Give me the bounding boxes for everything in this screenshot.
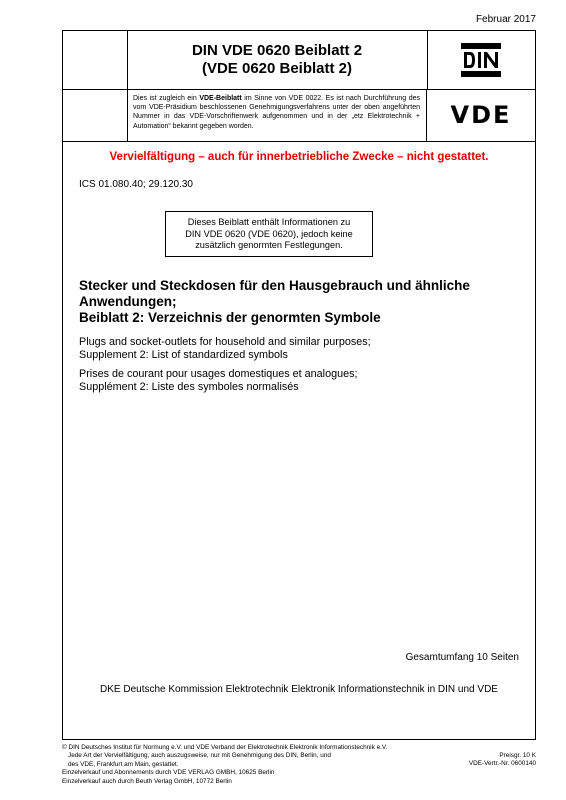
title-english bbox=[79, 336, 519, 362]
info-box-line1: Dieses Beiblatt enthält Informationen zu bbox=[187, 217, 351, 227]
footer-sales-beuth: Einzelverkauf auch durch Beuth Verlag GmbH, 10772 Berlin bbox=[62, 777, 232, 785]
title-english-line2: Supplement 2: List of standardized symbols bbox=[79, 349, 288, 361]
title-german-line1: Stecker und Steckdosen für den Hausgebrauch und ähnliche bbox=[79, 278, 470, 293]
title-german-line3: Beiblatt 2: Verzeichnis der genormten Symbole bbox=[79, 310, 381, 325]
title-english-line1: Plugs and socket-outlets for household and similar purposes; bbox=[79, 336, 371, 348]
footer-sales-vde: Einzelverkauf und Abonnements durch VDE VERLAG GMBH, 10625 Berlin bbox=[62, 769, 275, 777]
footer-copyright: © DIN Deutsches Institut für Normung e.V. und VDE Verband der Elektrotechnik Elektronik Informationstechnik e.V. bbox=[62, 744, 388, 751]
footer-reproduction: Jede Art der Vervielfältigung, auch auszugsweise, nur mit Genehmigung des DIN, Berlin, und bbox=[68, 752, 331, 760]
copy-warning: Vervielfältigung – auch für innerbetriebliche Zwecke – nicht gestattet. bbox=[109, 151, 489, 163]
vde-notice-rest: im Sinne von VDE 0022. Es ist nach Durchführung des vom VDE-Präsidium beschlossenen Genehmigungsverfahrens unter der oben angeführten Nummer in das VDE-Vorschriftenwerk aufgenommen und in der „etz Elektrotechnik + Automation“ bekannt gegeben worden. bbox=[133, 95, 420, 130]
din-logo-icon bbox=[460, 42, 502, 78]
price-group: Preisgr. 10 K bbox=[499, 752, 536, 759]
title-french-line2: Supplément 2: Liste des symboles normalisés bbox=[79, 381, 299, 393]
title-german-line2: Anwendungen; bbox=[79, 294, 177, 309]
header-notice-left-cell bbox=[63, 89, 128, 141]
title-french-line1: Prises de courant pour usages domestiques et analogues; bbox=[79, 368, 358, 380]
document-number-line1: DIN VDE 0620 Beiblatt 2 bbox=[191, 42, 363, 59]
document-number-line2: (VDE 0620 Beiblatt 2) bbox=[201, 60, 353, 77]
footer-reproduction-cont: des VDE, Frankfurt am Main, gestattet. bbox=[68, 760, 179, 768]
info-box-line2: DIN VDE 0620 (VDE 0620), jedoch keine bbox=[185, 228, 353, 239]
header-left-cell bbox=[63, 31, 128, 89]
footer-price-block bbox=[469, 744, 536, 769]
title-german bbox=[79, 278, 519, 326]
vde-notice-prefix: Dies ist zugleich ein bbox=[133, 95, 200, 102]
vde-order-number: VDE-Vertr.-Nr. 0600140 bbox=[468, 760, 536, 768]
header-row-title bbox=[63, 31, 535, 90]
document-number bbox=[127, 31, 428, 89]
footer bbox=[62, 744, 536, 786]
dke-line: DKE Deutsche Kommission Elektrotechnik Elektronik Informationstechnik in DIN und VDE bbox=[100, 684, 498, 695]
cover-frame bbox=[62, 30, 536, 740]
vde-logo-cell bbox=[427, 89, 535, 141]
ics-codes: ICS 01.080.40; 29.120.30 bbox=[79, 179, 193, 190]
title-french bbox=[79, 368, 519, 394]
header-row-notice bbox=[63, 89, 535, 142]
info-box-line3: zusätzlich genormten Festlegungen. bbox=[195, 240, 343, 250]
vde-logo: VDE bbox=[450, 101, 512, 129]
issue-date: Februar 2017 bbox=[475, 14, 536, 25]
din-logo bbox=[427, 31, 535, 89]
total-pages: Gesamtumfang 10 Seiten bbox=[405, 652, 519, 663]
info-box bbox=[165, 211, 373, 257]
vde-notice bbox=[127, 89, 427, 141]
vde-notice-bold: VDE-Beiblatt bbox=[199, 95, 242, 102]
